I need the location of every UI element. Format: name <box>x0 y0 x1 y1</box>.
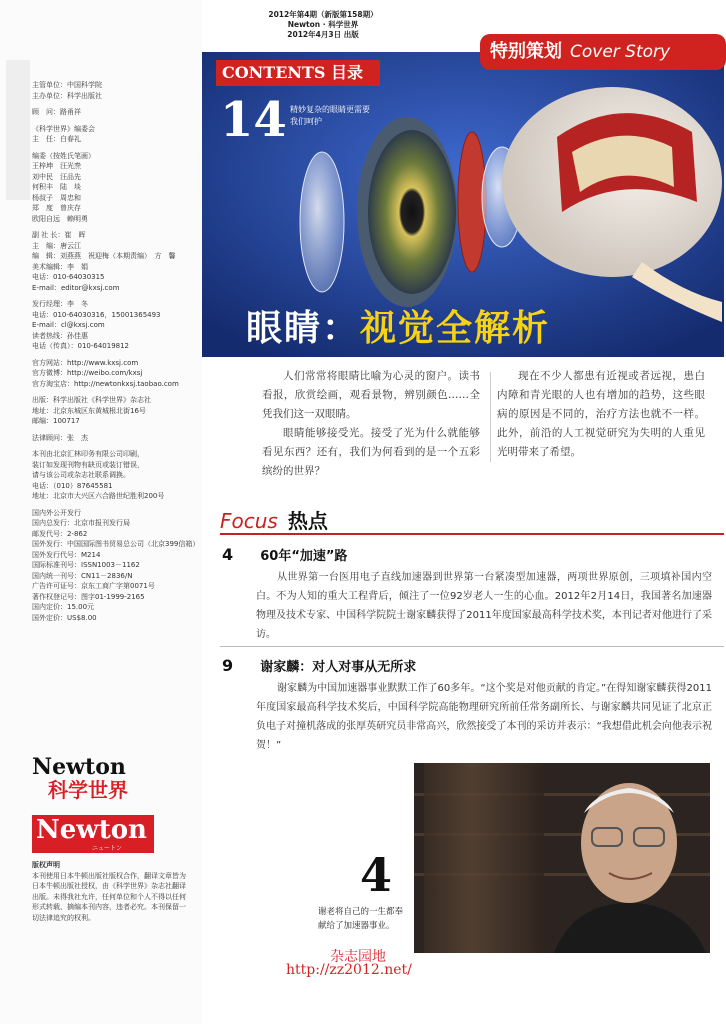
newton-box-text: Newton <box>36 815 147 845</box>
masthead-line: 官方网站：http://www.kxsj.com <box>32 358 139 367</box>
newton-kxsj-logo <box>32 756 182 806</box>
masthead-line: 电话：（010）87645581 <box>32 481 113 490</box>
masthead-info <box>32 80 199 623</box>
copyright-text: 本刊使用日本牛顿出版社版权合作，翻译文章皆为日本牛顿出版社授权，由《科学世界》杂志社翻译出版。未得我社允许，任何单位和个人不得以任何形式转载、摘编本刊内容，违者必究。本刊保留一切法律追究的权利。 <box>32 871 186 922</box>
masthead-line: 广告许可证号：京东工商广字第0071号 <box>32 582 155 590</box>
focus-label-zh: 热点 <box>287 509 328 533</box>
newton-logo-text: Newton <box>32 754 126 780</box>
issue-header <box>258 10 388 40</box>
masthead-line: 出版：科学出版社《科学世界》杂志社 <box>32 396 151 404</box>
masthead-line: 主办单位：科学出版社 <box>32 91 102 100</box>
masthead-line: 国外定价：US$8.00 <box>32 613 97 622</box>
masthead-line: E-mail：cl@kxsj.com <box>32 321 105 329</box>
focus-separator <box>220 646 724 647</box>
issue-line2: Newton · 科学世界 <box>287 20 359 29</box>
scientist-photo <box>414 763 710 953</box>
masthead-line: E-mail：editor@kxsj.com <box>32 283 120 292</box>
copyright-heading: 版权声明 <box>32 861 60 869</box>
masthead-line: 副 社 长：崔 晖 <box>32 231 86 239</box>
intro-divider <box>490 372 491 462</box>
cover-story-zh: 特别策划 <box>490 41 562 62</box>
masthead-line: 电话（传真）：010-64019812 <box>32 342 130 350</box>
masthead-line: 发行经理：李 冬 <box>32 300 88 308</box>
masthead-column <box>0 0 202 1024</box>
intro-left-p1: 人们常常将眼睛比喻为心灵的窗户。读书看报，欣赏绘画，观看景物，辨别颜色……全凭我们这一双眼睛。 <box>262 370 480 420</box>
masthead-line: 主 编：唐云江 <box>32 241 81 250</box>
masthead-line: 国外发行：中国国际图书贸易总公司（北京399信箱） <box>32 540 200 548</box>
focus-rule <box>220 533 724 535</box>
cover-title-part1: 眼睛： <box>246 308 361 349</box>
masthead-line: 编 辑：刘燕燕 祝迎梅（本期责编） 方 馨 <box>32 252 176 260</box>
focus-item-title[interactable]: 60年“加速”路 <box>260 549 348 564</box>
watermark-line1: 杂志园地 <box>330 949 386 965</box>
intro-left <box>262 367 480 481</box>
cover-story-banner[interactable] <box>202 41 724 357</box>
focus-item-num: 4 <box>222 545 234 564</box>
masthead-line: 读者热线：孙佳惠 <box>32 331 88 340</box>
masthead-line: 装订如发现刊物有缺页或装订错误， <box>32 460 144 469</box>
contents-label: CONTENTS 目录 <box>216 60 380 86</box>
masthead-line: 国内外公开发行 <box>32 508 81 517</box>
watermark-line2[interactable]: http://zz2012.net/ <box>286 962 412 978</box>
masthead-line: 官方淘宝店：http://newtonkxsj.taobao.com <box>32 379 179 388</box>
masthead-line: 编委（按姓氏笔画） <box>32 151 95 160</box>
newton-box-logo <box>32 815 154 853</box>
intro-left-p2: 眼睛能够接受光。接受了光为什么就能够看见东西？还有，我们为何看到的是一个五彩缤纷的世界？ <box>262 427 480 477</box>
focus-item-title[interactable]: 谢家麟：对人对事从无所求 <box>260 660 417 675</box>
decorative-strip <box>6 60 30 200</box>
focus-item-num: 9 <box>222 656 234 675</box>
masthead-line: 欧阳自远 赖明勇 <box>32 214 88 223</box>
masthead-line: 刘中民 汪品先 <box>32 172 81 181</box>
cover-story-en: Cover Story <box>570 42 671 62</box>
masthead-line: 官方微博：http://weibo.com/kxsj <box>32 369 143 377</box>
masthead-line: 《科学世界》编委会 <box>32 124 95 133</box>
masthead-line: 国内统一刊号：CN11－2836/N <box>32 571 133 580</box>
portrait-figure <box>534 773 710 953</box>
masthead-line: 国外发行代号：M214 <box>32 550 101 559</box>
masthead-line: 杨叔子 周忠和 <box>32 193 81 202</box>
masthead-line: 著作权登记号：图字01-1999-2165 <box>32 592 145 601</box>
newton-box-jp: ニュートン <box>92 845 123 852</box>
cover-title-part2: 视觉全解析 <box>360 308 551 349</box>
masthead-line: 主 任：白春礼 <box>32 135 81 143</box>
cover-story-tag <box>480 34 726 70</box>
masthead-line: 国际标准刊号：ISSN1003－1162 <box>32 561 140 569</box>
masthead-line: 郑 度 曾庆存 <box>32 204 81 212</box>
masthead-line: 电话：010-64030316，15001365493 <box>32 310 161 319</box>
focus-heading <box>220 505 328 534</box>
masthead-line: 美术编辑：李 娟 <box>32 262 88 271</box>
intro-right-p1: 现在不少人都患有近视或者远视，患白内障和青光眼的人也有增加的趋势，这些眼病的原因是不同的，治疗方法也就不一样。此外，前沿的人工视觉研究为失明的人重见光明带来了希望。 <box>497 370 705 458</box>
copyright-notice <box>32 860 186 923</box>
masthead-line: 邮发代号：2-862 <box>32 529 88 538</box>
issue-line1: 2012年第4期（新版第158期） <box>268 10 378 19</box>
masthead-line: 法律顾问：张 杰 <box>32 433 88 442</box>
focus-item[interactable] <box>222 545 712 644</box>
kxsj-logo-text: 科学世界 <box>48 778 128 802</box>
focus-item-text: 谢家麟为中国加速器事业默默工作了60多年。“这个奖是对他贡献的肯定。”在得知谢家麟获得2011年度国家最高科学技术奖后，中国科学院高能物理研究所前任常务副所长、与谢家麟共同见证了北京正负电子对撞机落成的张厚英研究员非常高兴，欣然接受了本刊的采访并表示：“我想借此机会向他表示祝贺！” <box>256 683 712 751</box>
masthead-line: 主管单位：中国科学院 <box>32 81 102 89</box>
photo-caption-num: 4 <box>360 848 393 902</box>
masthead-line: 王梓坤 汪光焘 <box>32 162 81 170</box>
masthead-line: 国内定价：15.00元 <box>32 603 95 611</box>
focus-item-text: 从世界第一台医用电子直线加速器到世界第一台紧凑型加速器，两项世界原创，三项填补国内空白。不为人知的重大工程背后，倾注了一位92岁老人一生的心血。2012年2月14日，我国著名加速器物理及技术专家、中国科学院院士谢家麟获得了2011年度国家最高科学技术奖，本刊记者对他进行了采访。 <box>256 572 712 640</box>
masthead-line: 邮编：100717 <box>32 417 80 425</box>
cornea-shape <box>300 152 344 292</box>
photo-caption: 谢老将自己的一生都奉献给了加速器事业。 <box>318 907 404 931</box>
masthead-line: 电话：010-64030315 <box>32 273 105 281</box>
masthead-line: 请与该公司或杂志社联系调换。 <box>32 471 130 479</box>
masthead-line: 本刊由北京汇林印务有限公司印刷， <box>32 450 144 458</box>
masthead-line: 何积丰 陆 埮 <box>32 183 81 191</box>
iris-shape <box>368 130 456 294</box>
masthead-line: 地址：北京市大兴区六合路世纪胜利200号 <box>32 492 165 500</box>
intro-right <box>497 367 705 462</box>
focus-item[interactable] <box>222 656 712 755</box>
cover-tagline: 精妙复杂的眼睛更需要我们呵护 <box>290 105 370 126</box>
cover-page-number: 14 <box>220 92 287 148</box>
masthead-line: 顾 问：路甬祥 <box>32 108 81 116</box>
masthead-line: 地址：北京东城区东黄城根北街16号 <box>32 406 146 415</box>
issue-line3: 2012年4月3日 出版 <box>287 30 359 39</box>
focus-label-en: Focus <box>220 509 278 533</box>
masthead-line: 国内总发行：北京市报刊发行局 <box>32 519 130 527</box>
cover-title <box>246 300 550 351</box>
